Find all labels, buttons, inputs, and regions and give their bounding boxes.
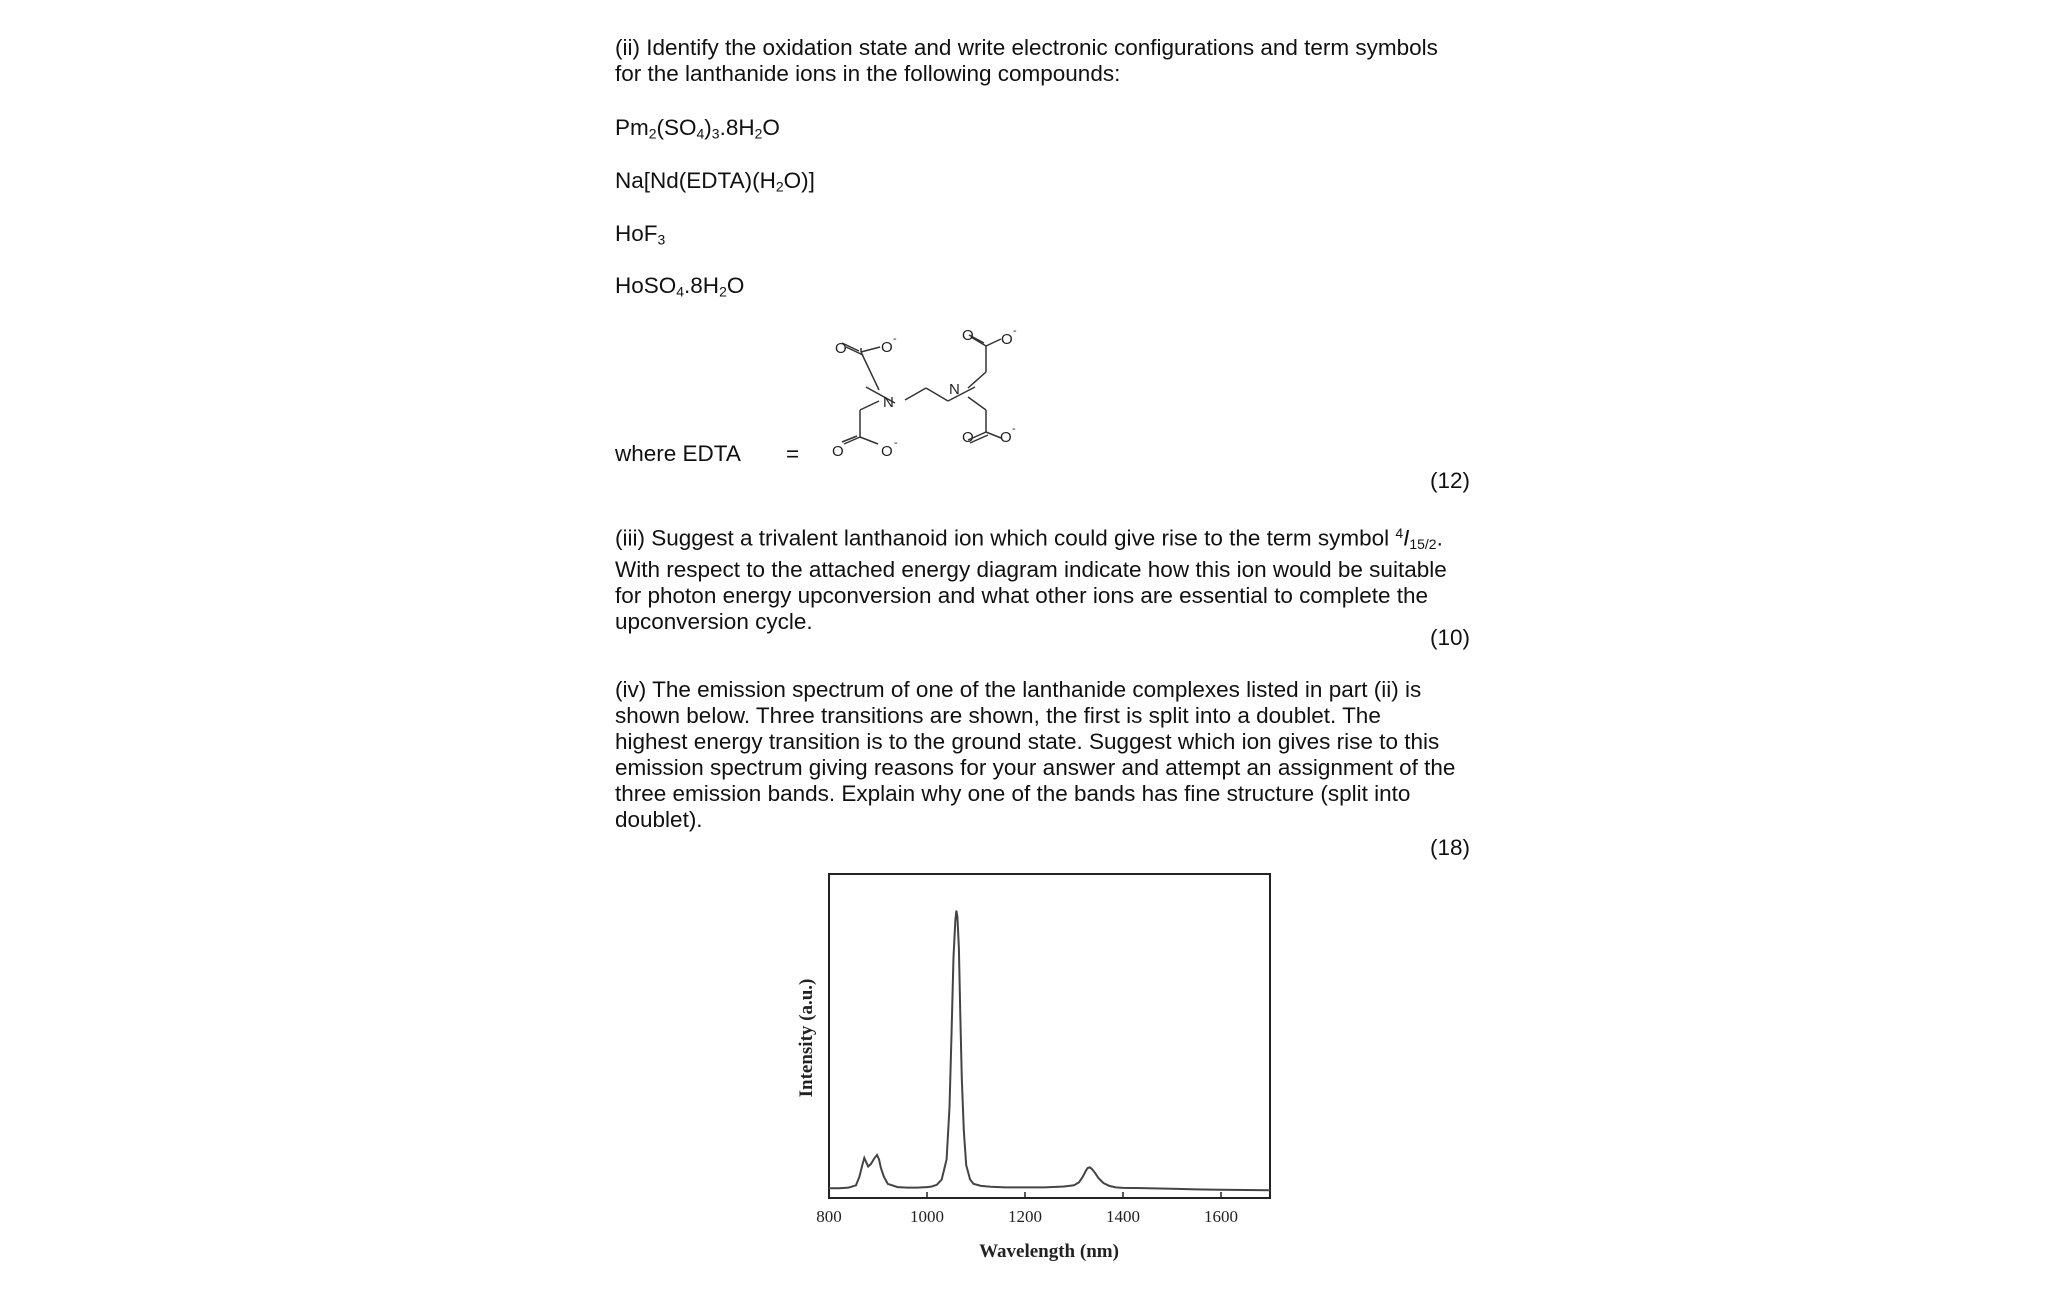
data-point (956, 910, 957, 911)
part-iii-line-1: (iii) Suggest a trivalent lanthanoid ion which could give rise to the term symbol $^4I_{15/2}$. (615, 525, 1443, 553)
edta-label: where EDTA (615, 441, 741, 466)
data-point (1082, 1176, 1083, 1177)
data-point (966, 1165, 967, 1166)
data-point (1103, 1182, 1104, 1183)
data-point (828, 1188, 829, 1189)
data-point (1044, 1187, 1045, 1188)
data-point (955, 919, 956, 920)
edta-atom-o-minus-3: O (881, 443, 893, 460)
part-iv-line-5: three emission bands. Explain why one of the bands has fine structure (split into (615, 781, 1411, 806)
data-point (883, 1176, 884, 1177)
data-point (960, 1014, 961, 1015)
data-point (878, 1159, 879, 1160)
part-iii-marks: (10) (1429, 625, 1470, 650)
data-point (848, 1187, 849, 1188)
edta-atom-o-4: O (962, 429, 974, 446)
part-iv-line-4: emission spectrum giving reasons for your answer and attempt an assignment of the (615, 755, 1456, 780)
data-point (907, 1187, 908, 1188)
data-point (838, 1188, 839, 1189)
data-point (973, 1183, 974, 1184)
data-point (958, 948, 959, 949)
data-point (1269, 1190, 1270, 1191)
part-iii-line-3: for photon energy upconversion and what other ions are essential to complete the (615, 583, 1429, 609)
data-point (874, 1157, 875, 1158)
edta-atom-o-minus-2: O (1001, 331, 1013, 348)
x-tick-label: 800 (816, 1207, 842, 1226)
data-point (951, 1034, 952, 1035)
data-point (1196, 1189, 1197, 1190)
data-point (876, 1154, 877, 1155)
part-iii-line-2: With respect to the attached energy diagram indicate how this ion would be suitable (615, 557, 1447, 583)
data-point (1122, 1187, 1123, 1188)
data-point (1089, 1167, 1090, 1168)
data-point (1073, 1185, 1074, 1186)
data-point (862, 1165, 863, 1166)
plot-frame (829, 874, 1270, 1198)
data-point (880, 1167, 881, 1168)
data-point (931, 1186, 932, 1187)
edta-atom-o-1: O (835, 340, 847, 357)
data-point (1245, 1189, 1246, 1190)
edta-atom-n-2: N (949, 381, 960, 398)
data-point (1078, 1182, 1079, 1183)
data-point (970, 1179, 971, 1180)
data-point (1087, 1167, 1088, 1168)
x-tick-label: 1600 (1204, 1207, 1238, 1226)
data-point (1098, 1178, 1099, 1179)
term-symbol-multiplicity: 4 (1395, 525, 1404, 541)
x-tick-label: 1200 (1008, 1207, 1042, 1226)
edta-atom-o-3: O (832, 443, 844, 460)
term-symbol-letter: I (1403, 525, 1410, 551)
x-tick-label: 1400 (1106, 1207, 1140, 1226)
data-point (946, 1159, 947, 1160)
term-symbol-j: 15/2 (1409, 536, 1437, 553)
edta-atom-o-2: O (962, 327, 974, 344)
data-point (953, 956, 954, 957)
edta-charge-1: - (893, 333, 897, 345)
x-tick-label: 1000 (910, 1207, 944, 1226)
data-point (1147, 1188, 1148, 1189)
data-point (1094, 1172, 1095, 1173)
series-line-emission (829, 911, 1270, 1190)
edta-atom-n-1: N (883, 394, 894, 411)
compound-na-nd-edta: $Na[Nd(EDTA)(H_2O)]$ (615, 168, 815, 195)
compound-hof3: HoF$_3$ (615, 221, 666, 248)
data-point (941, 1179, 942, 1180)
part-iv-line-3: highest energy transition is to the ground state. Suggest which ion gives rise to this (615, 729, 1440, 754)
data-point (887, 1183, 888, 1184)
data-point (957, 916, 958, 917)
data-point (897, 1187, 898, 1188)
data-point (1085, 1170, 1086, 1171)
edta-atom-o-minus-4: O (1000, 429, 1012, 446)
edta-charge-3: - (894, 437, 898, 449)
x-axis-title: Wavelength (nm) (979, 1241, 1119, 1262)
data-point (855, 1185, 856, 1186)
part-iv-line-6: doublet). (615, 807, 703, 832)
compound-hoso4: $HoSO_4.8H_2O$ (615, 273, 745, 300)
data-point (868, 1166, 869, 1167)
data-point (917, 1187, 918, 1188)
data-point (926, 1187, 927, 1188)
data-point (980, 1185, 981, 1186)
data-point (936, 1184, 937, 1185)
part-iv-line-1: (iv) The emission spectrum of one of the lanthanide complexes listed in part (ii) is (615, 677, 1422, 702)
data-point (1220, 1189, 1221, 1190)
emission-data-points (828, 910, 1270, 1191)
edta-charge-2: - (1013, 325, 1017, 337)
data-point (866, 1162, 867, 1163)
data-point (1005, 1187, 1006, 1188)
data-point (1109, 1185, 1110, 1186)
data-point (961, 1078, 962, 1079)
part-ii-line-1: (ii) Identify the oxidation state and write electronic configurations and term symbols (615, 35, 1438, 60)
part-ii-line-2: for the lanthanide ions in the following compounds: (615, 61, 1121, 86)
data-point (1115, 1187, 1116, 1188)
data-point (1171, 1188, 1172, 1189)
edta-atom-o-minus-1: O (881, 339, 893, 356)
part-ii-marks: (12) (1429, 468, 1470, 493)
data-point (1024, 1187, 1025, 1188)
data-point (871, 1163, 872, 1164)
edta-equals: = (786, 441, 800, 466)
part-iii-line-4: upconversion cycle. (615, 609, 813, 635)
data-point (949, 1107, 950, 1108)
compound-pm2-so4-3: $Pm_2(SO_4)_3.8H_2O$ (615, 115, 780, 142)
data-point (1064, 1186, 1065, 1187)
y-axis-title: Intensity (a.u.) (796, 978, 817, 1098)
part-iv-line-2: shown below. Three transitions are shown, the first is split into a doublet. The (615, 703, 1381, 728)
part-iv-marks: (18) (1429, 835, 1470, 860)
edta-charge-4: - (1012, 423, 1016, 435)
data-point (990, 1186, 991, 1187)
data-point (859, 1176, 860, 1177)
data-point (1091, 1168, 1092, 1169)
data-point (864, 1157, 865, 1158)
data-point (963, 1130, 964, 1131)
